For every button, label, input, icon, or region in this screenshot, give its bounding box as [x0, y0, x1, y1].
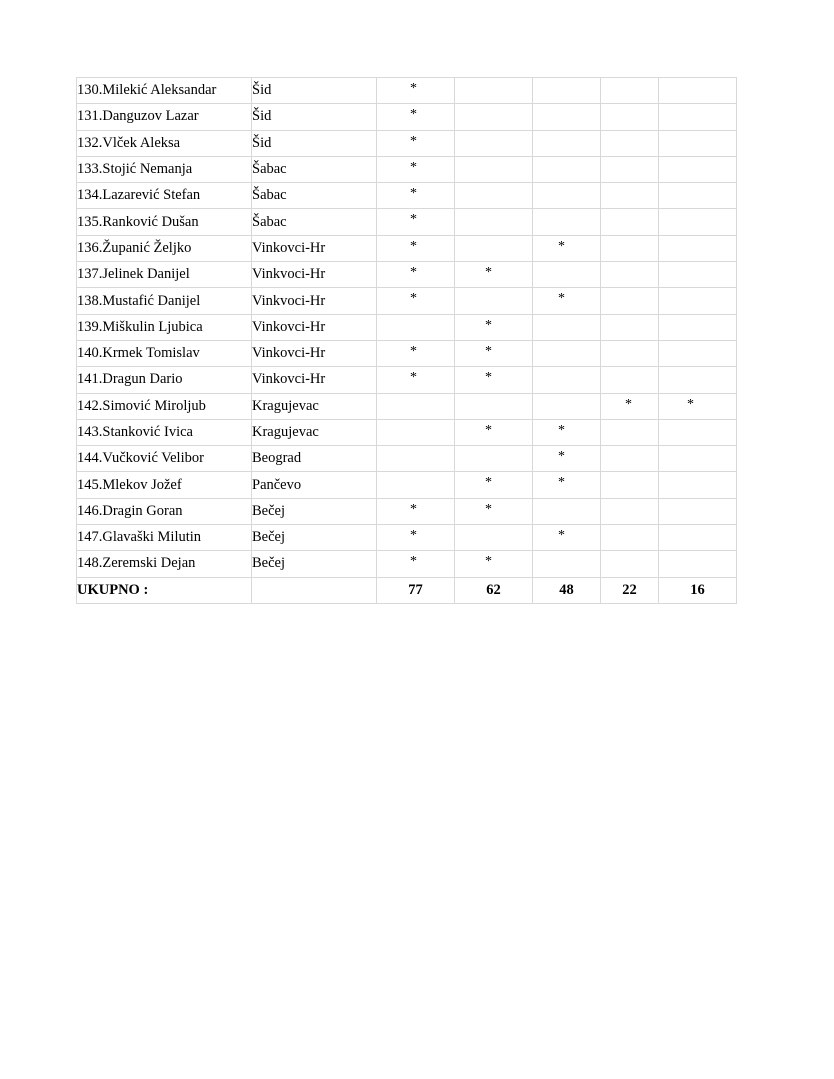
participant-name-cell: 145.Mlekov Jožef	[77, 472, 252, 498]
table-row	[77, 498, 737, 524]
mark-cell	[659, 156, 737, 182]
mark-cell	[377, 446, 455, 472]
table-row	[77, 367, 737, 393]
mark-cell	[659, 419, 737, 445]
mark-cell	[533, 262, 601, 288]
mark-cell	[659, 183, 737, 209]
participant-name-cell: 132.Vlček Aleksa	[77, 130, 252, 156]
city-cell: Vinkvoci-Hr	[252, 288, 377, 314]
table-row	[77, 340, 737, 366]
mark-cell	[455, 340, 533, 366]
mark-asterisk: *	[558, 422, 565, 438]
table-row	[77, 446, 737, 472]
mark-asterisk: *	[558, 238, 565, 254]
mark-cell	[455, 419, 533, 445]
mark-asterisk: *	[558, 291, 565, 307]
mark-cell	[455, 551, 533, 577]
mark-cell	[377, 314, 455, 340]
total-value-cell	[455, 577, 533, 603]
total-value: 77	[408, 581, 423, 598]
city-cell: Šid	[252, 78, 377, 104]
total-value: 16	[690, 581, 705, 598]
mark-cell	[601, 156, 659, 182]
mark-asterisk: *	[410, 343, 417, 359]
total-label: UKUPNO :	[77, 577, 252, 603]
mark-asterisk: *	[410, 81, 417, 96]
mark-cell	[601, 498, 659, 524]
mark-asterisk: *	[558, 475, 565, 491]
table-row	[77, 209, 737, 235]
participant-name-cell: 135.Ranković Dušan	[77, 209, 252, 235]
mark-cell	[659, 367, 737, 393]
city-cell: Šid	[252, 104, 377, 130]
mark-cell	[455, 209, 533, 235]
table-row	[77, 235, 737, 261]
city-cell: Beograd	[252, 446, 377, 472]
mark-cell	[659, 130, 737, 156]
participant-name-cell: 131.Danguzov Lazar	[77, 104, 252, 130]
mark-cell	[601, 183, 659, 209]
mark-cell	[377, 209, 455, 235]
mark-cell	[533, 130, 601, 156]
city-cell: Kragujevac	[252, 419, 377, 445]
mark-cell	[533, 498, 601, 524]
mark-cell	[659, 498, 737, 524]
participant-name-cell: 137.Jelinek Danijel	[77, 262, 252, 288]
mark-cell	[455, 183, 533, 209]
total-value-cell	[533, 577, 601, 603]
city-cell: Vinkvoci-Hr	[252, 262, 377, 288]
total-value-cell	[601, 577, 659, 603]
mark-asterisk: *	[410, 107, 417, 123]
total-value: 48	[559, 581, 574, 598]
mark-asterisk: *	[485, 317, 492, 333]
city-cell: Bečej	[252, 498, 377, 524]
mark-asterisk: *	[625, 396, 632, 412]
mark-cell	[533, 340, 601, 366]
participant-name-cell: 133.Stojić Nemanja	[77, 156, 252, 182]
mark-cell	[533, 472, 601, 498]
city-cell: Bečej	[252, 525, 377, 551]
mark-cell	[659, 446, 737, 472]
participant-name-cell: 141.Dragun Dario	[77, 367, 252, 393]
mark-asterisk: *	[410, 186, 417, 202]
mark-cell	[533, 314, 601, 340]
table-row	[77, 262, 737, 288]
participant-name-cell: 134.Lazarević Stefan	[77, 183, 252, 209]
participant-name-cell: 143.Stanković Ivica	[77, 419, 252, 445]
total-value-cell	[377, 577, 455, 603]
mark-cell	[455, 156, 533, 182]
mark-cell	[377, 235, 455, 261]
mark-cell	[455, 130, 533, 156]
table-row	[77, 104, 737, 130]
participant-name-cell: 144.Vučković Velibor	[77, 446, 252, 472]
mark-cell	[659, 104, 737, 130]
mark-cell	[601, 78, 659, 104]
participant-name-cell: 146.Dragin Goran	[77, 498, 252, 524]
mark-cell	[377, 551, 455, 577]
mark-cell	[377, 156, 455, 182]
mark-cell	[533, 393, 601, 419]
mark-asterisk: *	[558, 449, 565, 465]
participant-name-cell: 139.Miškulin Ljubica	[77, 314, 252, 340]
mark-cell	[659, 78, 737, 104]
table-row	[77, 393, 737, 419]
mark-asterisk: *	[485, 554, 492, 570]
mark-asterisk: *	[410, 133, 417, 149]
mark-cell	[377, 367, 455, 393]
mark-cell	[601, 367, 659, 393]
city-cell: Šid	[252, 130, 377, 156]
mark-cell	[601, 446, 659, 472]
mark-asterisk: *	[485, 475, 492, 491]
city-cell: Šabac	[252, 183, 377, 209]
mark-cell	[533, 367, 601, 393]
mark-cell	[533, 288, 601, 314]
mark-cell	[533, 209, 601, 235]
mark-cell	[659, 209, 737, 235]
mark-asterisk: *	[410, 528, 417, 544]
mark-cell	[659, 393, 737, 419]
mark-cell	[377, 262, 455, 288]
participants-table	[76, 77, 737, 604]
total-value: 22	[622, 581, 637, 598]
mark-asterisk: *	[410, 554, 417, 570]
mark-asterisk: *	[410, 501, 417, 517]
mark-cell	[455, 235, 533, 261]
city-cell: Bečej	[252, 551, 377, 577]
mark-cell	[601, 551, 659, 577]
mark-cell	[455, 262, 533, 288]
mark-cell	[377, 130, 455, 156]
mark-cell	[455, 314, 533, 340]
total-row	[77, 577, 737, 603]
total-value: 62	[486, 581, 501, 598]
mark-cell	[377, 183, 455, 209]
mark-cell	[377, 472, 455, 498]
mark-cell	[601, 472, 659, 498]
table-row	[77, 183, 737, 209]
mark-cell	[533, 78, 601, 104]
table-row	[77, 130, 737, 156]
mark-asterisk: *	[410, 265, 417, 281]
participant-name-cell: 140.Krmek Tomislav	[77, 340, 252, 366]
mark-asterisk: *	[410, 212, 417, 228]
mark-cell	[533, 419, 601, 445]
table-body	[77, 78, 737, 604]
city-cell: Kragujevac	[252, 393, 377, 419]
mark-cell	[455, 393, 533, 419]
mark-asterisk: *	[485, 265, 492, 281]
mark-asterisk: *	[410, 291, 417, 307]
mark-cell	[455, 525, 533, 551]
mark-asterisk: *	[410, 159, 417, 175]
mark-cell	[659, 314, 737, 340]
mark-cell	[455, 288, 533, 314]
mark-cell	[601, 419, 659, 445]
mark-cell	[601, 209, 659, 235]
mark-cell	[377, 393, 455, 419]
mark-cell	[377, 525, 455, 551]
city-cell: Vinkovci-Hr	[252, 314, 377, 340]
table-row	[77, 419, 737, 445]
mark-cell	[533, 156, 601, 182]
mark-cell	[377, 288, 455, 314]
mark-asterisk: *	[410, 238, 417, 254]
city-cell: Šabac	[252, 156, 377, 182]
city-cell: Pančevo	[252, 472, 377, 498]
mark-asterisk: *	[485, 501, 492, 517]
mark-cell	[455, 472, 533, 498]
mark-asterisk: *	[687, 396, 694, 412]
participant-name-cell: 130.Milekić Aleksandar	[77, 78, 252, 104]
mark-cell	[601, 393, 659, 419]
mark-cell	[601, 130, 659, 156]
city-cell: Vinkovci-Hr	[252, 235, 377, 261]
mark-cell	[533, 235, 601, 261]
mark-cell	[601, 235, 659, 261]
mark-cell	[377, 104, 455, 130]
mark-cell	[659, 525, 737, 551]
mark-asterisk: *	[558, 528, 565, 544]
mark-cell	[377, 498, 455, 524]
table-row	[77, 78, 737, 104]
mark-cell	[601, 288, 659, 314]
mark-cell	[455, 446, 533, 472]
mark-asterisk: *	[485, 343, 492, 359]
mark-asterisk: *	[410, 370, 417, 386]
mark-cell	[659, 262, 737, 288]
mark-cell	[601, 314, 659, 340]
total-city-cell	[252, 577, 377, 603]
mark-cell	[455, 498, 533, 524]
mark-cell	[601, 340, 659, 366]
mark-cell	[659, 551, 737, 577]
table-row	[77, 314, 737, 340]
mark-cell	[533, 104, 601, 130]
mark-cell	[659, 288, 737, 314]
mark-cell	[659, 472, 737, 498]
city-cell: Vinkovci-Hr	[252, 367, 377, 393]
mark-asterisk: *	[485, 422, 492, 438]
mark-cell	[533, 525, 601, 551]
mark-cell	[659, 235, 737, 261]
table-row	[77, 551, 737, 577]
mark-cell	[533, 551, 601, 577]
participant-name-cell: 136.Županić Željko	[77, 235, 252, 261]
mark-cell	[377, 78, 455, 104]
city-cell: Vinkovci-Hr	[252, 340, 377, 366]
table-row	[77, 288, 737, 314]
city-cell: Šabac	[252, 209, 377, 235]
mark-cell	[455, 104, 533, 130]
mark-cell	[455, 78, 533, 104]
table-row	[77, 472, 737, 498]
table-row	[77, 156, 737, 182]
mark-cell	[377, 419, 455, 445]
mark-asterisk: *	[485, 370, 492, 386]
participant-name-cell: 148.Zeremski Dejan	[77, 551, 252, 577]
participant-name-cell: 142.Simović Miroljub	[77, 393, 252, 419]
participant-name-cell: 138.Mustafić Danijel	[77, 288, 252, 314]
mark-cell	[601, 262, 659, 288]
mark-cell	[601, 525, 659, 551]
participant-name-cell: 147.Glavaški Milutin	[77, 525, 252, 551]
mark-cell	[601, 104, 659, 130]
total-value-cell	[659, 577, 737, 603]
mark-cell	[377, 340, 455, 366]
table-row	[77, 525, 737, 551]
mark-cell	[533, 183, 601, 209]
mark-cell	[659, 340, 737, 366]
mark-cell	[455, 367, 533, 393]
mark-cell	[533, 446, 601, 472]
